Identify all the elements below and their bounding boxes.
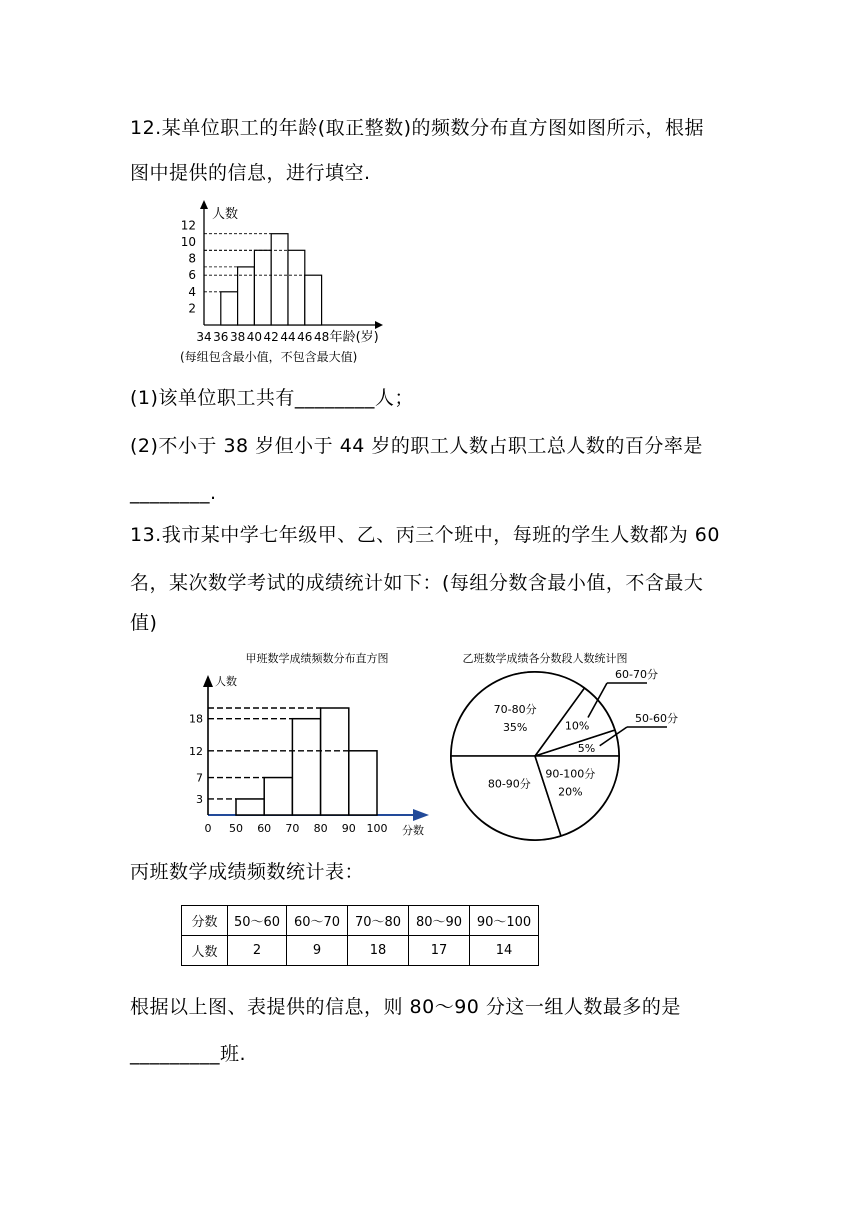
q12-sub-1: (1)该单位职工共有________人； bbox=[130, 387, 414, 409]
q13-conclusion-2: _________班. bbox=[130, 1043, 247, 1065]
slice-percent-label: 10% bbox=[564, 719, 590, 733]
x-tick-label: 34 bbox=[196, 330, 212, 344]
q13-table-caption: 丙班数学成绩频数统计表： bbox=[130, 861, 365, 883]
q12-line-1: 12.某单位职工的年龄(取正整数)的频数分布直方图如图所示，根据 bbox=[130, 117, 705, 139]
y-tick-label: 4 bbox=[188, 284, 196, 299]
q13-line-1: 13.我市某中学七年级甲、乙、丙三个班中，每班的学生人数都为 60 bbox=[130, 524, 720, 546]
table-cell: 14 bbox=[470, 936, 539, 966]
slice-label: 80-90分 bbox=[487, 777, 531, 791]
table-cell: 17 bbox=[409, 936, 470, 966]
table-cell: 分数 bbox=[182, 906, 228, 936]
y-tick-label: 2 bbox=[188, 301, 196, 316]
y-axis-arrow bbox=[200, 200, 208, 209]
chart-title: 乙班数学成绩各分数段人数统计图 bbox=[462, 652, 628, 665]
class-bing-frequency-table bbox=[181, 905, 539, 966]
q12-line-2: 图中提供的信息，进行填空. bbox=[130, 162, 371, 184]
x-tick-label: 50 bbox=[229, 822, 243, 835]
x-axis-label: 分数 bbox=[402, 824, 424, 837]
q12-sub-2-blank: ________. bbox=[130, 482, 217, 504]
table-cell: 9 bbox=[287, 936, 348, 966]
q12-sub-2: (2)不小于 38 岁但小于 44 岁的职工人数占职工总人数的百分率是 bbox=[130, 435, 703, 457]
class-yi-pie-chart bbox=[445, 645, 705, 845]
y-tick-label: 12 bbox=[180, 218, 196, 233]
chart-annotation: (每组包含最小值，不包含最大值) bbox=[180, 350, 358, 364]
slice-percent-label: 20% bbox=[558, 785, 583, 799]
table-cell: 70～80 bbox=[348, 906, 409, 936]
y-tick-label: 12 bbox=[189, 744, 203, 758]
histogram-bar bbox=[321, 708, 349, 815]
slice-label: 70-80分 bbox=[493, 703, 537, 717]
y-tick-label: 8 bbox=[188, 251, 196, 266]
histogram-bar bbox=[349, 751, 377, 815]
age-histogram bbox=[160, 195, 440, 375]
class-jia-histogram bbox=[189, 645, 440, 845]
histogram-bar bbox=[236, 799, 264, 815]
x-tick-label: 36 bbox=[213, 330, 229, 344]
q13-conclusion-1: 根据以上图、表提供的信息，则 80～90 分这一组人数最多的是 bbox=[130, 996, 681, 1018]
y-tick-label: 18 bbox=[189, 712, 203, 726]
q13-line-2: 名，某次数学考试的成绩统计如下：(每组分数含最小值，不含最大 bbox=[130, 572, 704, 594]
x-axis-arrow bbox=[413, 809, 429, 821]
table-cell: 80～90 bbox=[409, 906, 470, 936]
x-tick-label: 40 bbox=[246, 330, 263, 344]
y-axis-label: 人数 bbox=[215, 675, 237, 688]
histogram-bar bbox=[305, 275, 322, 325]
table-header-row bbox=[182, 906, 539, 936]
x-tick-label: 90 bbox=[341, 822, 356, 835]
x-tick-label: 48 bbox=[313, 330, 330, 344]
q13-line-3: 值) bbox=[130, 612, 158, 634]
table-row bbox=[182, 936, 539, 966]
table-cell: 50～60 bbox=[228, 906, 287, 936]
y-tick-label: 7 bbox=[196, 771, 203, 785]
x-axis-label: 年龄(岁) bbox=[329, 330, 379, 345]
slice-percent-label: 35% bbox=[502, 721, 528, 735]
x-tick-label: 0 bbox=[204, 822, 212, 835]
histogram-bar bbox=[271, 234, 288, 325]
x-tick-label: 42 bbox=[263, 330, 279, 344]
chart-title: 甲班数学成绩频数分布直方图 bbox=[245, 652, 389, 665]
table-cell: 90～100 bbox=[470, 906, 539, 936]
x-axis-arrow bbox=[375, 321, 383, 329]
x-tick-label: 100 bbox=[366, 822, 388, 835]
histogram-bar bbox=[238, 267, 255, 325]
table-cell: 18 bbox=[348, 936, 409, 966]
x-tick-label: 70 bbox=[285, 822, 300, 835]
table-cell: 60～70 bbox=[287, 906, 348, 936]
histogram-bar bbox=[288, 250, 305, 325]
x-tick-label: 60 bbox=[257, 822, 272, 835]
y-axis-label: 人数 bbox=[212, 207, 239, 222]
slice-percent-label: 5% bbox=[577, 741, 596, 755]
y-tick-label: 10 bbox=[180, 235, 196, 249]
x-tick-label: 46 bbox=[297, 330, 313, 344]
table-cell: 人数 bbox=[182, 936, 228, 966]
slice-label: 60-70分 bbox=[615, 668, 658, 681]
slice-label: 90-100分 bbox=[545, 767, 596, 781]
y-axis-arrow bbox=[203, 675, 213, 687]
y-tick-label: 3 bbox=[196, 792, 203, 806]
histogram-bar bbox=[221, 292, 238, 325]
histogram-bar bbox=[254, 250, 271, 325]
table-cell: 2 bbox=[228, 936, 287, 966]
x-tick-label: 44 bbox=[280, 330, 296, 344]
histogram-bar bbox=[292, 719, 320, 815]
histogram-bar bbox=[264, 778, 292, 815]
slice-label: 50-60分 bbox=[635, 712, 678, 725]
x-tick-label: 38 bbox=[229, 330, 246, 344]
y-tick-label: 6 bbox=[188, 268, 196, 283]
x-tick-label: 80 bbox=[313, 822, 328, 835]
